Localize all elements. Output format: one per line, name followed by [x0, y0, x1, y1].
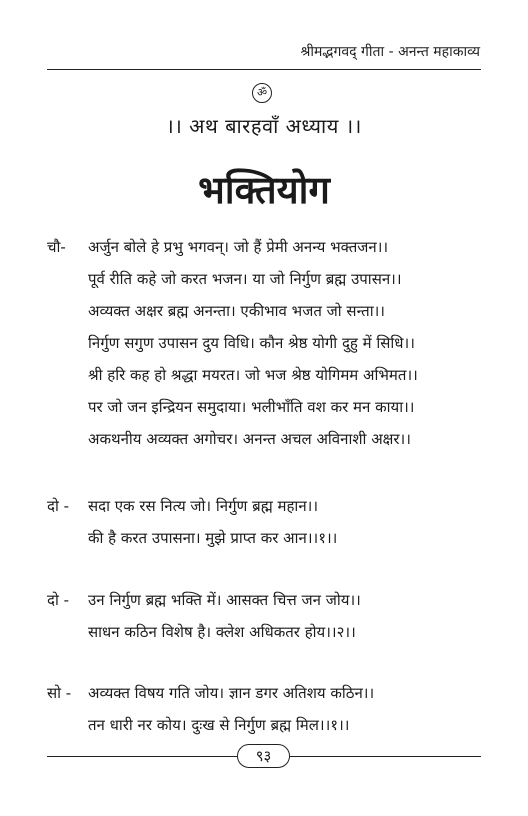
verse-line: अकथनीय अव्यक्त अगोचर। अनन्त अचल अविनाशी अक्षर।।: [88, 430, 411, 448]
footer-rule-left: [47, 756, 237, 757]
verse-line: सदा एक रस नित्य जो। निर्गुण ब्रह्म महान।।: [88, 497, 319, 515]
verse-label: दो -: [47, 497, 70, 515]
om-icon: ॐ: [252, 83, 272, 103]
verse-line: उन निर्गुण ब्रह्म भक्ति में। आसक्त चित्त जन जोय।।: [88, 591, 361, 609]
verse-label: चौ-: [47, 238, 66, 256]
verse-line: श्री हरि कह हो श्रद्धा मयरत। जो भज श्रेष्ठ योगिमम अभिमत।।: [88, 366, 418, 384]
chapter-heading: ।। अथ बारहवाँ अध्याय ।।: [166, 114, 362, 138]
footer-rule-right: [290, 756, 481, 757]
header-rule: [47, 69, 481, 70]
verse-label: दो -: [47, 591, 70, 609]
verse-line: पर जो जन इन्द्रियन समुदाया। भलीभाँति वश कर मन काया।।: [88, 398, 415, 416]
verse-line: तन धारी नर कोय। दुःख से निर्गुण ब्रह्म मिल।।१।।: [88, 716, 350, 734]
verse-line: अव्यक्त अक्षर ब्रह्म अनन्ता। एकीभाव भजत जो सन्ता।।: [88, 302, 385, 320]
verse-label: सो -: [47, 684, 72, 702]
running-header: श्रीमद्भगवद् गीता - अनन्त महाकाव्य: [300, 44, 480, 60]
page-number: ९३: [237, 744, 290, 768]
verse-line: साधन कठिन विशेष है। क्लेश अधिकतर होय।।२।।: [88, 623, 356, 641]
verse-line: निर्गुण सगुण उपासन दुय विधि। कौन श्रेष्ठ योगी दुहु में सिधि।।: [88, 334, 415, 352]
verse-line: की है करत उपासना। मुझे प्राप्त कर आन।।१।।: [88, 529, 338, 547]
chapter-title: भक्तियोग: [198, 167, 330, 212]
verse-line: पूर्व रीति कहे जो करत भजन। या जो निर्गुण ब्रह्म उपासन।।: [88, 270, 402, 288]
verse-line: अर्जुन बोले हे प्रभु भगवन्। जो हैं प्रेमी अनन्य भक्तजन।।: [88, 238, 389, 256]
verse-line: अव्यक्त विषय गति जोय। ज्ञान डगर अतिशय कठिन।।: [88, 684, 375, 702]
